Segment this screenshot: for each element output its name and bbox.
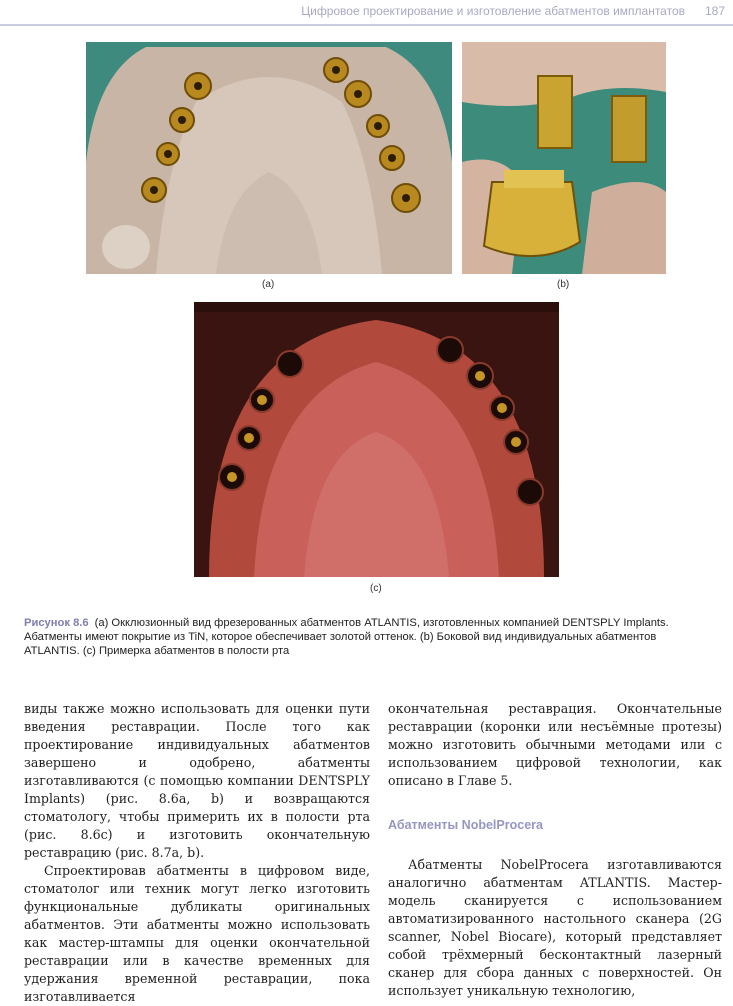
figure-panel-b-label: (b): [557, 279, 570, 290]
figure-panel-c-image: [194, 302, 559, 577]
body-paragraph: Спроектировав абатменты в цифровом виде, стоматолог или техник могут легко изготовить функциональные дубликаты оригинальных абатментов. Эти абатменты можно использовать как мастер-штампы для оценки окончательной реставрации или в качестве временных для удержания временной реставрации, пока изготавливается: [24, 863, 370, 1004]
header-rule: [0, 24, 733, 26]
running-header: [0, 0, 733, 22]
figure-caption-text: (a) Окклюзионный вид фрезерованных абатментов ATLANTIS, изготовленных компанией DENTSPLY Implants. Абатменты имеют покрытие из TiN, которое обеспечивает золотой оттенок. (b) Боковой вид индивидуальных абатментов ATLANTIS. (c) Примерка абатментов в полости рта: [24, 617, 669, 657]
page-number: 187: [704, 4, 725, 18]
body-paragraph: Абатменты NobelProcera изготавливаются аналогично абатментам ATLANTIS. Мастер-модель сканируется с использованием автоматизированного настольного сканера (2G scanner, Nobel Biocare), который представляет собой трёхмерный бесконтактный лазерный сканер для сбора данных с поверхностей. Он использует уникальную технологию,: [388, 857, 722, 998]
figure-panel-a-label: (a): [262, 279, 275, 290]
figure-panel-c-label: (c): [370, 583, 382, 594]
figure-panel-a-image: [86, 42, 452, 274]
figure-caption-lead: Рисунок 8.6: [24, 617, 89, 629]
body-left-column: [24, 700, 370, 1006]
figure-caption: [24, 616, 714, 658]
figure-panel-b-image: [462, 42, 666, 274]
body-paragraph: виды также можно использовать для оценки пути введения реставрации. После того как проектирование индивидуальных абатментов завершено и одобрено, абатменты изготавливаются (с помощью компании DENTSPLY Implants) (рис. 8.6a, b) и возвращаются стоматологу, чтобы примерить их в полости рта (рис. 8.6c) и изготовить окончательную реставрацию (рис. 8.7a, b).: [24, 701, 370, 860]
running-title: Цифровое проектирование и изготовление абатментов имплантатов: [301, 4, 685, 18]
body-right-column: [388, 700, 722, 1000]
body-paragraph: окончательная реставрация. Окончательные реставрации (коронки или несъёмные протезы) можно изготовить обычными методами или с использованием цифровой технологии, как описано в Главе 5.: [388, 701, 722, 788]
section-heading: Абатменты NobelProcera: [388, 818, 543, 832]
